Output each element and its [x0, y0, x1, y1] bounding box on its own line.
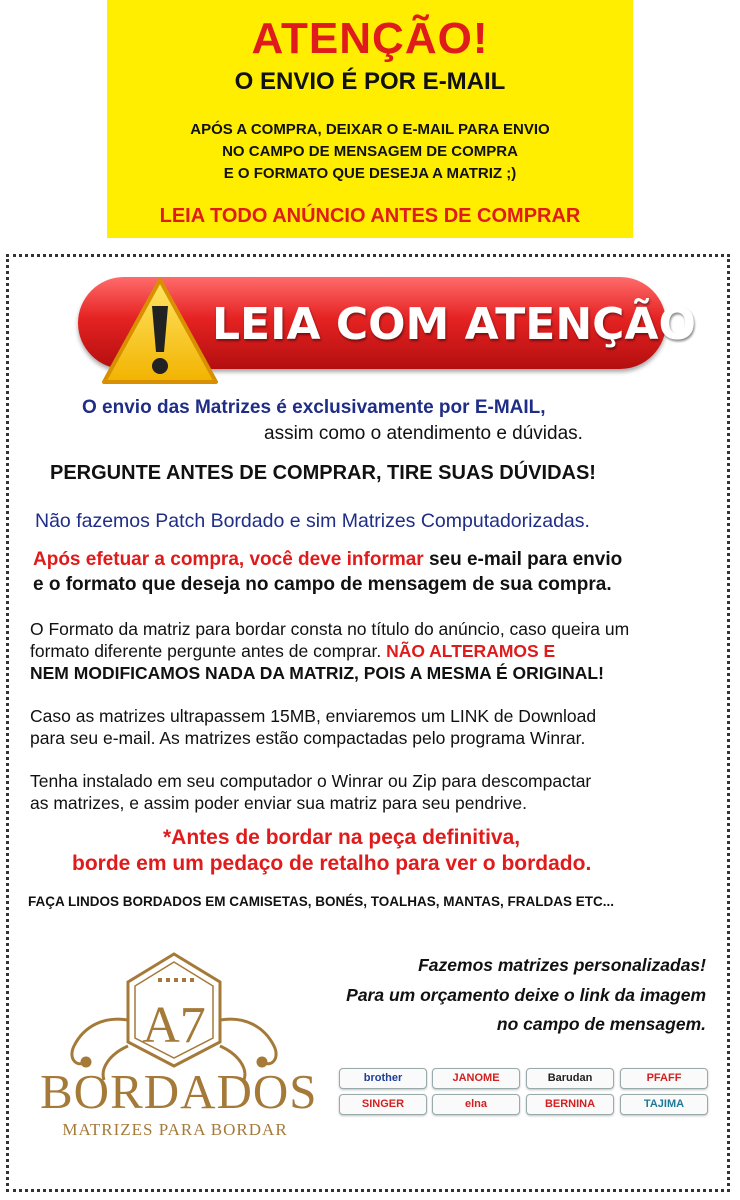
warning-icon	[100, 276, 220, 388]
banner-subtitle: O ENVIO É POR E-MAIL	[234, 68, 506, 95]
intro-line: O envio das Matrizes é exclusivamente por E-MAIL,	[82, 397, 546, 418]
winrar-line: as matrizes, e assim poder enviar sua matriz para seu pendrive.	[30, 793, 528, 813]
brand-logo-elna: elna	[432, 1094, 520, 1115]
banner-instruction: APÓS A COMPRA, DEIXAR O E-MAIL PARA ENVIO	[190, 121, 550, 138]
format-line: O Formato da matriz para bordar consta no título do anúncio, caso queira um	[30, 619, 630, 639]
after-purchase-line	[33, 549, 622, 571]
patch-note: Não fazemos Patch Bordado e sim Matrizes Computadorizadas.	[35, 510, 590, 532]
brand-logo-singer: SINGER	[339, 1094, 427, 1115]
brand-logo-pfaff: PFAFF	[620, 1068, 708, 1089]
custom-line: no campo de mensagem.	[496, 1014, 706, 1034]
banner-instruction: NO CAMPO DE MENSAGEM DE COMPRA	[222, 143, 518, 160]
size-line: para seu e-mail. As matrizes estão compactadas pelo programa Winrar.	[30, 728, 586, 748]
size-line: Caso as matrizes ultrapassem 15MB, enviaremos um LINK de Download	[30, 706, 597, 726]
banner-warning: LEIA TODO ANÚNCIO ANTES DE COMPRAR	[159, 205, 581, 227]
brand-logo-brother: brother	[339, 1068, 427, 1089]
brand-logo-bernina: BERNINA	[526, 1094, 614, 1115]
logo-name: BORDADOS	[40, 1064, 318, 1119]
logo-tagline: MATRIZES PARA BORDAR	[62, 1120, 288, 1139]
logo-monogram: A7	[142, 997, 206, 1054]
format-line	[30, 641, 555, 662]
after-purchase-black: seu e-mail para envio	[423, 549, 623, 570]
test-line: borde em um pedaço de retalho para ver o bordado.	[72, 852, 592, 875]
brand-logo-tajima: TAJIMA	[620, 1094, 708, 1115]
attention-banner	[107, 0, 633, 238]
format-line-red: NEM MODIFICAMOS NADA DA MATRIZ, POIS A MESMA É ORIGINAL!	[30, 663, 604, 683]
format-black: formato diferente pergunte antes de comprar.	[30, 641, 382, 661]
header-title: LEIA COM ATENÇÃO	[212, 299, 696, 350]
banner-title: ATENÇÃO!	[251, 14, 489, 63]
banner-instruction: E O FORMATO QUE DESEJA A MATRIZ ;)	[223, 165, 517, 182]
intro-line: assim como o atendimento e dúvidas.	[264, 423, 583, 444]
products-line: FAÇA LINDOS BORDADOS EM CAMISETAS, BONÉS, TOALHAS, MANTAS, FRALDAS ETC...	[28, 894, 615, 909]
ask-heading: PERGUNTE ANTES DE COMPRAR, TIRE SUAS DÚVIDAS!	[50, 462, 596, 484]
winrar-line: Tenha instalado em seu computador o Winrar ou Zip para descompactar	[30, 771, 592, 791]
format-red: NÃO ALTERAMOS E	[386, 641, 556, 661]
after-purchase-line: e o formato que deseja no campo de mensagem de sua compra.	[33, 574, 612, 595]
test-line: *Antes de bordar na peça definitiva,	[163, 826, 521, 849]
custom-line: Fazemos matrizes personalizadas!	[418, 955, 706, 975]
custom-line: Para um orçamento deixe o link da imagem	[346, 985, 706, 1005]
brand-logo-barudan: Barudan	[526, 1068, 614, 1089]
after-purchase-red: Após efetuar a compra, você deve informar	[33, 549, 424, 570]
brand-logo-janome: JANOME	[432, 1068, 520, 1089]
